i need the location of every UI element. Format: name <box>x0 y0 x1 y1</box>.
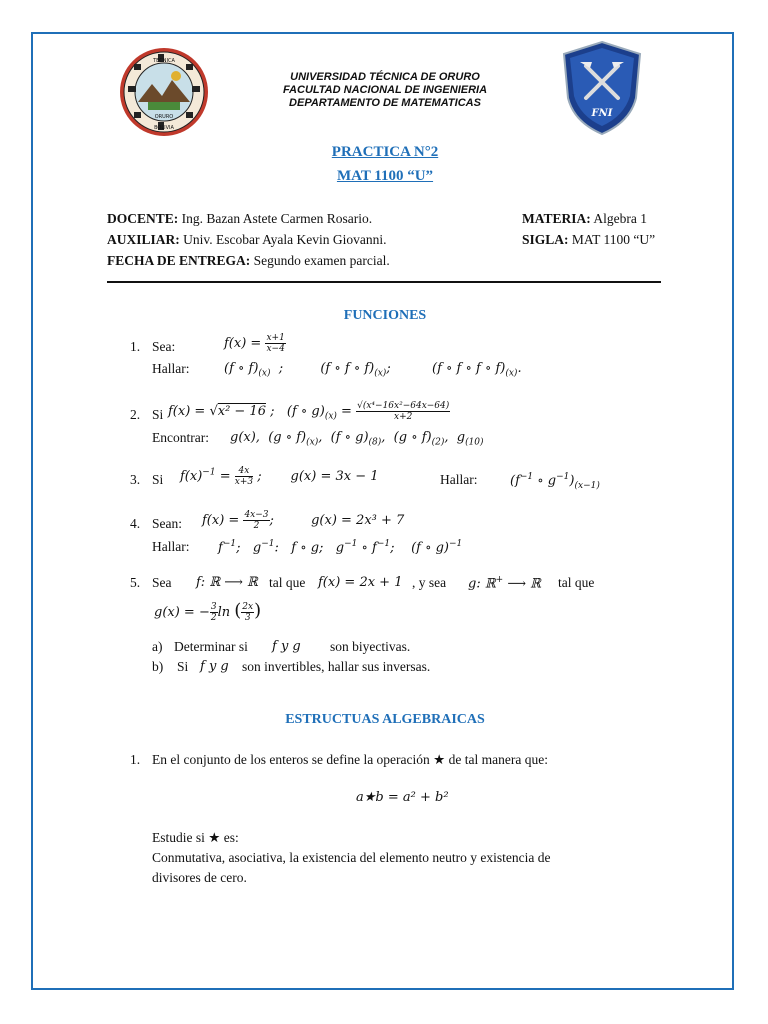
seal-text-middle: ORURO <box>154 114 174 120</box>
problem-5-g-domain: g: ℝ+ ⟶ ℝ <box>468 575 541 592</box>
sigla-label: SIGLA: <box>522 232 569 247</box>
problem-1-expressions: (f ∘ $f)_{(x)}$ ; (f ∘ f ∘ $f)_{(x)}$; (f ∘ f ∘ f ∘ $f)_{(x)}$. <box>224 361 522 379</box>
structures-problem-1-text: En el conjunto de los enteros se define la operación ★ de tal manera que: <box>152 752 548 767</box>
auxiliar-label: AUXILIAR: <box>107 232 180 247</box>
problem-5-sea: Sea <box>152 575 172 590</box>
materia-line <box>522 208 672 229</box>
docente-value: Ing. Bazan Astete Carmen Rosario. <box>178 211 373 226</box>
section-estructuras-title: ESTRUCTUAS ALGEBRAICAS <box>285 712 485 727</box>
seal-text-top: TECNICA <box>153 58 175 64</box>
problem-2-expressions: g(x), (g ∘ $f)_{(x)}$, (f ∘ $g)_{(8)}$, (g ∘ $f)_{(2)}$, $g_{(10)}$ <box>230 430 484 448</box>
properties-line-2: divisores de cero. <box>152 870 247 885</box>
problem-5a-fyg: f y g <box>272 639 301 654</box>
institution-header <box>255 71 515 110</box>
course-title: MAT 1100 “U” <box>336 168 434 184</box>
problem-3-definitions: $f(x)^{-1}$ = $\frac{4x}{x+3}$ ; g(x) = 3x − 1 <box>180 466 379 487</box>
section-funciones-title: FUNCIONES <box>343 308 427 323</box>
problem-2-si: Si <box>152 407 164 422</box>
sigla-line <box>522 229 672 250</box>
operation-definition: a★b = a² + b² <box>356 790 449 805</box>
practice-title: PRACTICA N°2 <box>331 144 439 160</box>
problem-4-number: 4. <box>130 516 141 531</box>
info-right <box>522 208 672 250</box>
auxiliar-value: Univ. Escobar Ayala Kevin Giovanni. <box>179 232 387 247</box>
problem-5-talque-2: tal que <box>558 575 595 590</box>
problem-5b-label: b) <box>152 659 164 674</box>
fecha-value: Segundo examen parcial. <box>250 253 390 268</box>
problem-2-definitions: f(x) = √x² − 16 ; (f ∘ $g)_{(x)}$ = $\frac{\text{√(x⁴−16x²−64x−64)}}{x+2}$ <box>168 401 450 422</box>
problem-1-hallar: Hallar: <box>152 361 190 376</box>
problem-2-encontrar: Encontrar: <box>152 430 209 445</box>
docente-line <box>107 208 467 229</box>
problem-5-ysea: , y sea <box>412 575 447 590</box>
fecha-label: FECHA DE ENTREGA: <box>107 253 251 268</box>
docente-label: DOCENTE: <box>107 211 179 226</box>
problem-1-number: 1. <box>130 339 141 354</box>
header-divider <box>107 281 661 283</box>
estudie-line: Estudie si ★ es: <box>152 830 239 845</box>
fecha-line <box>107 250 467 271</box>
materia-label: MATERIA: <box>522 211 591 226</box>
problem-5a-text-1: Determinar si <box>174 639 248 654</box>
auxiliar-line <box>107 229 467 250</box>
problem-2-number: 2. <box>130 407 141 422</box>
structures-problem-1-number: 1. <box>130 752 141 767</box>
problem-5b-text-1: Si <box>177 659 189 674</box>
problem-4-expressions: $f^{-1}$; $g^{-1}$: f ∘ g; $g^{-1}$ ∘ $f^{-1}$; (f ∘ g)$^{-1}$ <box>218 539 463 556</box>
shield-text: FNI <box>591 108 613 119</box>
problem-5-g-definition: g(x) = − $\frac{3}{2}$ ln ( $\frac{2x}{3}$ ) <box>154 600 262 623</box>
problem-4-hallar: Hallar: <box>152 539 190 554</box>
sigla-value: MAT 1100 “U” <box>568 232 656 247</box>
seal-text-bottom: BOLIVIA <box>154 125 174 131</box>
department-name: DEPARTAMENTO DE MATEMATICAS <box>289 97 481 109</box>
problem-5b-text-2: son invertibles, hallar sus inversas. <box>242 659 431 674</box>
university-seal-logo <box>118 46 210 138</box>
problem-5-f-domain: f: ℝ ⟶ ℝ <box>196 575 258 590</box>
problem-3-number: 3. <box>130 472 141 487</box>
materia-value: Algebra 1 <box>590 211 647 226</box>
problem-1-function: f(x) = $\frac{x+1}{x-4}$ <box>224 333 285 354</box>
university-name: UNIVERSIDAD TÉCNICA DE ORURO <box>290 71 480 83</box>
problem-5b-fyg: f y g <box>200 659 229 674</box>
problem-5a-label: a) <box>152 639 163 654</box>
faculty-name: FACULTAD NACIONAL DE INGENIERIA <box>282 84 488 96</box>
problem-5a-text-2: son biyectivas. <box>330 639 411 654</box>
problem-3-expression: ($f^{-1}$ ∘ $g^{-1})_{(x-1)}$ <box>510 472 600 491</box>
problem-5-f-definition: f(x) = 2x + 1 <box>318 575 403 590</box>
problem-3-hallar: Hallar: <box>440 472 478 487</box>
fni-shield-logo <box>562 40 642 136</box>
info-left <box>107 208 467 271</box>
problem-5-talque-1: tal que <box>269 575 306 590</box>
problem-1-sea: Sea: <box>152 339 176 354</box>
problem-4-definitions: f(x) = $\frac{4x-3}{2}$ ; g(x) = 2x³ + 7 <box>202 510 405 531</box>
properties-line-1: Conmutativa, asociativa, la existencia del elemento neutro y existencia de <box>152 850 551 865</box>
problem-4-sean: Sean: <box>152 516 182 531</box>
problem-3-si: Si <box>152 472 164 487</box>
problem-5-number: 5. <box>130 575 141 590</box>
